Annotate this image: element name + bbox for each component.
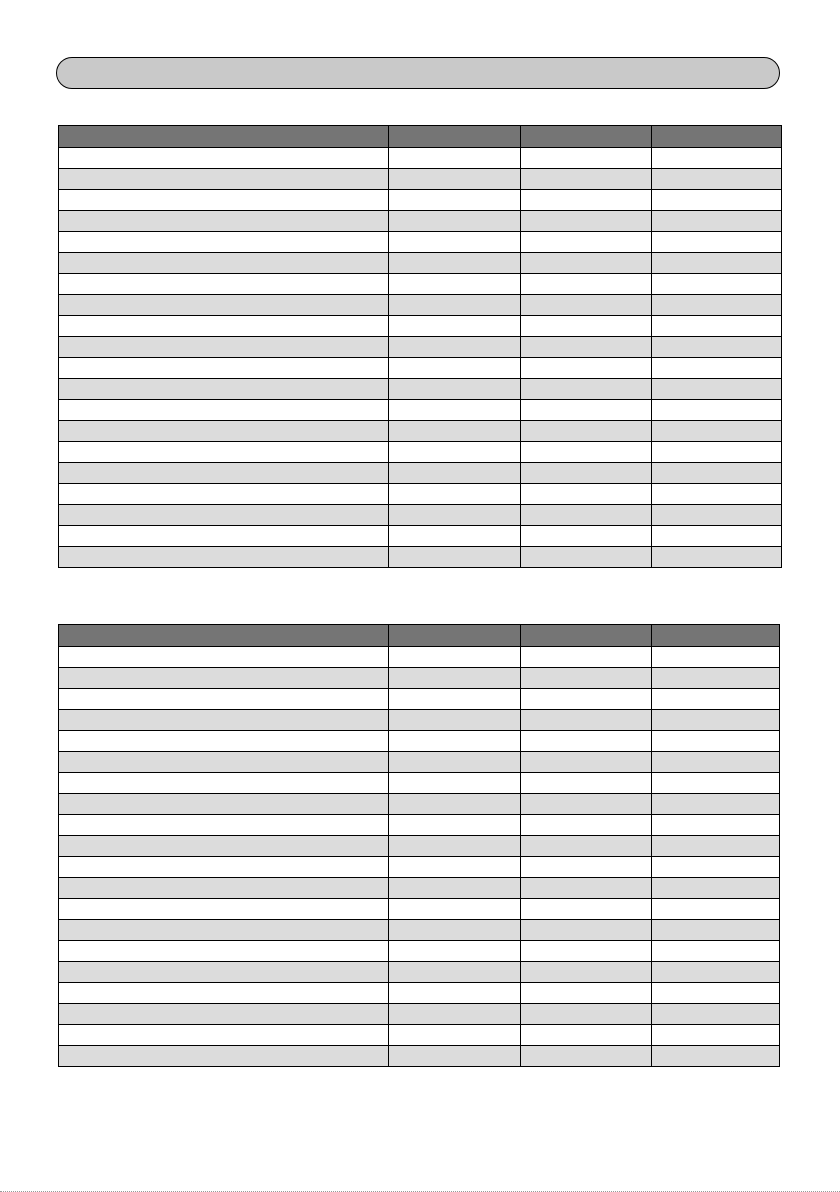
table-cell xyxy=(59,316,389,337)
column-header xyxy=(651,126,781,148)
table-row xyxy=(59,689,780,710)
table-cell xyxy=(389,794,520,815)
table-cell xyxy=(59,337,389,358)
table-cell xyxy=(520,668,651,689)
table-row xyxy=(59,920,780,941)
table-cell xyxy=(59,857,389,878)
table-cell xyxy=(520,547,651,568)
table-cell xyxy=(520,752,651,773)
table-cell xyxy=(520,962,651,983)
table-row xyxy=(59,442,782,463)
table-cell xyxy=(520,815,651,836)
table-cell xyxy=(651,421,781,442)
table-cell xyxy=(389,689,520,710)
table-cell xyxy=(389,421,520,442)
table-cell xyxy=(651,920,779,941)
table-row xyxy=(59,190,782,211)
table-cell xyxy=(520,379,651,400)
table-cell xyxy=(389,232,520,253)
table-cell xyxy=(59,836,389,857)
table-cell xyxy=(59,232,389,253)
table-cell xyxy=(59,253,389,274)
table-cell xyxy=(59,442,389,463)
table-cell xyxy=(59,773,389,794)
table-row xyxy=(59,1025,780,1046)
table-row xyxy=(59,1046,780,1067)
table-row xyxy=(59,794,780,815)
table-row xyxy=(59,316,782,337)
table-cell xyxy=(59,1046,389,1067)
table-cell xyxy=(389,379,520,400)
table-cell xyxy=(520,148,651,169)
table-cell xyxy=(389,668,520,689)
table-row xyxy=(59,1004,780,1025)
table-cell xyxy=(389,1046,520,1067)
table-cell xyxy=(520,899,651,920)
table-cell xyxy=(389,731,520,752)
column-header xyxy=(389,625,520,647)
table-cell xyxy=(59,794,389,815)
table-cell xyxy=(651,647,779,668)
table-cell xyxy=(59,484,389,505)
table-cell xyxy=(389,526,520,547)
table-cell xyxy=(651,962,779,983)
table-cell xyxy=(59,274,389,295)
table-row xyxy=(59,148,782,169)
table-cell xyxy=(389,148,520,169)
table-cell xyxy=(651,253,781,274)
table-row xyxy=(59,421,782,442)
column-header xyxy=(59,126,389,148)
table-cell xyxy=(520,232,651,253)
table-cell xyxy=(59,505,389,526)
table-cell xyxy=(651,295,781,316)
table-cell xyxy=(520,295,651,316)
table-cell xyxy=(520,274,651,295)
table-cell xyxy=(520,794,651,815)
table-cell xyxy=(389,878,520,899)
table-cell xyxy=(520,358,651,379)
table-cell xyxy=(651,773,779,794)
table-cell xyxy=(59,400,389,421)
table-row xyxy=(59,941,780,962)
table-cell xyxy=(389,1025,520,1046)
table-row xyxy=(59,962,780,983)
table-cell xyxy=(520,941,651,962)
table-cell xyxy=(520,505,651,526)
table-row xyxy=(59,169,782,190)
table-header-row xyxy=(59,126,782,148)
table-cell xyxy=(389,484,520,505)
table-row xyxy=(59,253,782,274)
column-header xyxy=(651,625,779,647)
table-cell xyxy=(59,547,389,568)
table-cell xyxy=(520,1025,651,1046)
table-cell xyxy=(520,647,651,668)
table-cell xyxy=(651,337,781,358)
table-row xyxy=(59,668,780,689)
table-cell xyxy=(59,878,389,899)
table-cell xyxy=(651,232,781,253)
table-cell xyxy=(651,442,781,463)
table-cell xyxy=(520,190,651,211)
table-cell xyxy=(651,547,781,568)
table-row xyxy=(59,337,782,358)
table-cell xyxy=(389,190,520,211)
table-row xyxy=(59,505,782,526)
table-cell xyxy=(520,689,651,710)
table-row xyxy=(59,731,780,752)
table-cell xyxy=(651,148,781,169)
table-cell xyxy=(651,878,779,899)
table-cell xyxy=(651,463,781,484)
table-cell xyxy=(389,983,520,1004)
table-cell xyxy=(520,710,651,731)
table-cell xyxy=(59,526,389,547)
table-cell xyxy=(651,274,781,295)
table-cell xyxy=(520,169,651,190)
table-cell xyxy=(389,920,520,941)
table-cell xyxy=(389,295,520,316)
table-cell xyxy=(59,190,389,211)
table-cell xyxy=(389,274,520,295)
table-cell xyxy=(59,689,389,710)
table-row xyxy=(59,857,780,878)
table-row xyxy=(59,547,782,568)
table-cell xyxy=(520,400,651,421)
table-cell xyxy=(389,169,520,190)
table-cell xyxy=(520,211,651,232)
table-cell xyxy=(520,773,651,794)
table-cell xyxy=(651,941,779,962)
table-cell xyxy=(59,983,389,1004)
table-row xyxy=(59,773,780,794)
table-cell xyxy=(651,668,779,689)
table-cell xyxy=(520,442,651,463)
table-cell xyxy=(520,731,651,752)
table-cell xyxy=(59,899,389,920)
table-cell xyxy=(59,920,389,941)
table-cell xyxy=(389,815,520,836)
table-cell xyxy=(651,358,781,379)
table-cell xyxy=(59,647,389,668)
table-cell xyxy=(520,920,651,941)
table-row xyxy=(59,232,782,253)
column-header xyxy=(389,126,520,148)
table-row xyxy=(59,647,780,668)
table-cell xyxy=(59,358,389,379)
table-cell xyxy=(520,983,651,1004)
table-cell xyxy=(389,358,520,379)
table-cell xyxy=(651,836,779,857)
table-row xyxy=(59,752,780,773)
table-cell xyxy=(59,169,389,190)
table-cell xyxy=(389,442,520,463)
table-cell xyxy=(59,752,389,773)
table-cell xyxy=(520,253,651,274)
table-row xyxy=(59,899,780,920)
table-cell xyxy=(389,962,520,983)
table-cell xyxy=(651,169,781,190)
table-cell xyxy=(520,878,651,899)
table-cell xyxy=(651,484,781,505)
table-cell xyxy=(59,1004,389,1025)
table-cell xyxy=(389,836,520,857)
table-cell xyxy=(651,400,781,421)
table-cell xyxy=(651,752,779,773)
table-cell xyxy=(389,463,520,484)
table-cell xyxy=(59,421,389,442)
table-cell xyxy=(651,379,781,400)
table-row xyxy=(59,211,782,232)
table-cell xyxy=(520,316,651,337)
table-cell xyxy=(59,148,389,169)
data-table-1 xyxy=(58,125,782,568)
table-row xyxy=(59,400,782,421)
table-cell xyxy=(59,731,389,752)
column-header xyxy=(520,126,651,148)
table-cell xyxy=(389,211,520,232)
table-cell xyxy=(59,668,389,689)
table-row xyxy=(59,878,780,899)
table-cell xyxy=(520,836,651,857)
table-cell xyxy=(651,899,779,920)
table-cell xyxy=(651,794,779,815)
table-row xyxy=(59,815,780,836)
table-cell xyxy=(651,211,781,232)
table-cell xyxy=(520,1004,651,1025)
table-cell xyxy=(651,1046,779,1067)
table-cell xyxy=(651,815,779,836)
table-cell xyxy=(520,421,651,442)
data-table-2 xyxy=(58,624,780,1067)
table-cell xyxy=(389,941,520,962)
table-row xyxy=(59,295,782,316)
table-cell xyxy=(651,1004,779,1025)
table-cell xyxy=(651,190,781,211)
table-cell xyxy=(59,710,389,731)
table-row xyxy=(59,526,782,547)
table-cell xyxy=(389,773,520,794)
table-row xyxy=(59,983,780,1004)
table-cell xyxy=(389,253,520,274)
table-cell xyxy=(651,983,779,1004)
column-header xyxy=(520,625,651,647)
table-cell xyxy=(651,526,781,547)
table-cell xyxy=(59,815,389,836)
table-cell xyxy=(651,857,779,878)
table-cell xyxy=(389,752,520,773)
table-cell xyxy=(389,316,520,337)
table-header-row xyxy=(59,625,780,647)
table-row xyxy=(59,358,782,379)
table-cell xyxy=(389,400,520,421)
table-cell xyxy=(59,463,389,484)
table-cell xyxy=(520,857,651,878)
table-cell xyxy=(651,710,779,731)
table-cell xyxy=(389,899,520,920)
table-cell xyxy=(651,505,781,526)
table-cell xyxy=(651,689,779,710)
table-row xyxy=(59,463,782,484)
table-cell xyxy=(389,337,520,358)
table-row xyxy=(59,710,780,731)
table-cell xyxy=(59,379,389,400)
table-cell xyxy=(59,941,389,962)
table-cell xyxy=(389,1004,520,1025)
table-cell xyxy=(651,1025,779,1046)
table-cell xyxy=(520,1046,651,1067)
column-header xyxy=(59,625,389,647)
page-title-banner xyxy=(56,57,780,89)
table-cell xyxy=(651,731,779,752)
table-cell xyxy=(389,710,520,731)
table-cell xyxy=(520,337,651,358)
table-cell xyxy=(59,1025,389,1046)
table-cell xyxy=(59,211,389,232)
table-cell xyxy=(651,316,781,337)
table-row xyxy=(59,484,782,505)
table-cell xyxy=(389,857,520,878)
table-row xyxy=(59,274,782,295)
table-cell xyxy=(389,547,520,568)
table-cell xyxy=(520,526,651,547)
table-cell xyxy=(389,505,520,526)
table-cell xyxy=(520,484,651,505)
table-row xyxy=(59,836,780,857)
table-cell xyxy=(520,463,651,484)
table-cell xyxy=(389,647,520,668)
table-row xyxy=(59,379,782,400)
table-cell xyxy=(59,962,389,983)
table-cell xyxy=(59,295,389,316)
